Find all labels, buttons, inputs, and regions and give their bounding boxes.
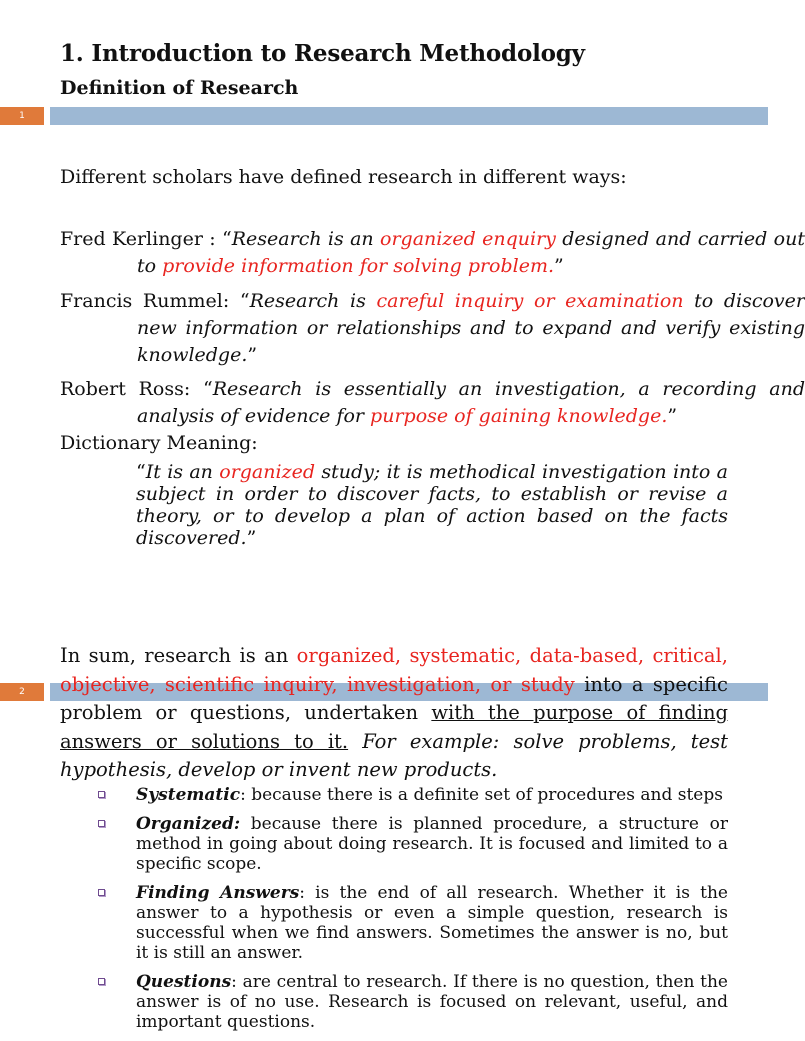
- slide-1-subtitle: Definition of Research: [60, 77, 299, 99]
- quote-text: Research is an: [231, 228, 381, 250]
- slide-1-header-bar: [0, 107, 768, 125]
- list-item-organized: [60, 814, 728, 874]
- highlighted-phrase: purpose of gaining knowledge.: [370, 405, 668, 427]
- summary-paragraph: [60, 642, 728, 785]
- highlighted-phrase: organized: [219, 461, 315, 483]
- quote-text: designed and carried out to: [137, 228, 805, 277]
- quote-text: Research is: [249, 290, 377, 312]
- quote-close: ”: [554, 255, 564, 277]
- intro-sentence: Different scholars have defined research in different ways:: [60, 166, 627, 188]
- bullet-text: because there is a definite set of procedures and steps: [251, 785, 723, 805]
- quote-text: Research is essentially an investigation, a recording and analysis of evidence for: [137, 378, 805, 427]
- definition-ross: [60, 376, 805, 430]
- bullet-term: Finding Answers: [136, 883, 300, 903]
- characteristics-list: [60, 785, 728, 1041]
- scholar-name: Francis Rummel: “: [60, 290, 250, 312]
- quote-close: ”: [246, 527, 257, 549]
- quote-text: It is an: [145, 461, 220, 483]
- bullet-separator: [240, 814, 251, 834]
- quote-open: “: [136, 461, 146, 483]
- bullet-separator: :: [231, 972, 243, 992]
- bullet-text: are central to research. If there is no question, then the answer is of no use. Research is focused on relevant, useful, and important questions.: [136, 972, 728, 1032]
- square-bullet-icon: [98, 820, 105, 827]
- bullet-term: Questions: [136, 972, 232, 992]
- scholar-name: Robert Ross: “: [60, 378, 213, 400]
- slide-1-title: 1. Introduction to Research Methodology: [60, 40, 585, 67]
- highlighted-phrase: provide information for solving problem.: [162, 255, 555, 277]
- square-bullet-icon: [98, 889, 105, 896]
- definition-rummel: [60, 288, 805, 369]
- slide-number-2: 2: [0, 683, 44, 701]
- summary-example: For example: solve problems, test hypothesis, develop or invent new products.: [60, 729, 728, 781]
- header-band: [50, 107, 768, 125]
- highlighted-phrase: organized enquiry: [380, 228, 556, 250]
- dictionary-definition: [136, 461, 728, 549]
- list-item-finding-answers: [60, 883, 728, 963]
- bullet-separator: :: [240, 785, 252, 805]
- list-item-questions: [60, 972, 728, 1032]
- bullet-term: Systematic: [136, 785, 241, 805]
- quote-text: to discover new information or relationships and to expand and verify existing knowledge.: [137, 290, 805, 366]
- bullet-separator: :: [299, 883, 316, 903]
- bullet-text: is the end of all research. Whether it is the answer to a hypothesis or even a simple question, research is successful when we find answers. Sometimes the answer is no, but it is still an answer.: [136, 883, 728, 963]
- definition-kerlinger: [60, 226, 805, 280]
- list-item-systematic: [60, 785, 728, 805]
- bullet-term: Organized:: [136, 814, 241, 834]
- slide-number-1: 1: [0, 107, 44, 125]
- quote-close: ”: [247, 344, 258, 366]
- summary-text: into a specific problem or questions, undertaken: [60, 672, 728, 724]
- dictionary-label: Dictionary Meaning:: [60, 432, 258, 454]
- quote-close: ”: [667, 405, 678, 427]
- quote-text: study; it is methodical investigation into a subject in order to discover facts, to establish or revise a theory, or to develop a plan of action based on the facts discovered.: [136, 461, 728, 549]
- square-bullet-icon: [98, 978, 105, 985]
- underlined-phrase: with the purpose of finding answers or solutions to it.: [60, 701, 728, 753]
- scholar-name: Fred Kerlinger : “: [60, 228, 232, 250]
- bullet-text: because there is planned procedure, a structure or method in going about doing research. It is focused and limited to a specific scope.: [136, 814, 728, 874]
- highlighted-phrase: organized, systematic, data-based, critical, objective, scientific inquiry, investigation, or study: [60, 644, 728, 696]
- highlighted-phrase: careful inquiry or examination: [376, 290, 684, 312]
- square-bullet-icon: [98, 791, 105, 798]
- summary-text: In sum, research is an: [60, 644, 297, 667]
